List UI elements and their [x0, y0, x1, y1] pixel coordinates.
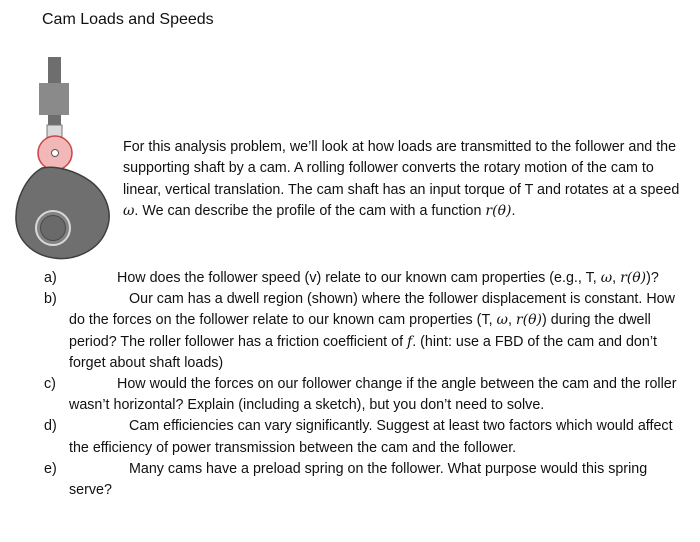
question-c: c) How would the forces on our follower change if the angle between the cam and the roller wasn’t horizontal? Explain (including a sketch), but you don’t need to solve.: [44, 376, 677, 414]
question-b: b) Our cam has a dwell region (shown) where the follower displacement is constant. How do the forces on the follower relate to our known cam properties (T, ω, r(θ)) during the dwell period? The roller follower has a friction coefficient of f. (hint: use a FBD of the cam and don’t forget about shaft loads): [44, 291, 675, 371]
follower-rod-upper: [48, 57, 61, 83]
follower-guide-block: [39, 83, 69, 115]
page-title: Cam Loads and Speeds: [42, 11, 214, 28]
question-d: d) Cam efficiencies can vary significantly. Suggest at least two factors which would affect the efficiency of power transmission between the cam and the follower.: [44, 418, 673, 456]
question-e: e) Many cams have a preload spring on the follower. What purpose would this spring serve?: [44, 460, 648, 499]
roller-pin: [52, 150, 59, 157]
question-d-label: d): [44, 418, 57, 435]
r-theta-function: r(θ): [485, 203, 512, 220]
question-b-label: b): [44, 291, 57, 308]
follower-rod-lower: [48, 115, 61, 125]
question-e-label: e): [44, 460, 57, 477]
question-c-label: c): [44, 376, 56, 393]
omega-symbol: ω: [123, 203, 135, 220]
question-a: a) How does the follower speed (v) relate to our known cam properties (e.g., T, ω, r(θ))?: [44, 268, 694, 289]
cam-and-roller-follower: [14, 55, 112, 265]
cam-shaft-inner: [41, 216, 66, 241]
intro-paragraph: For this analysis problem, we’ll look at how loads are transmitted to the follower and the supporting shaft by a cam. A rolling follower converts the rotary motion of the cam to linear, vertical translation. The cam shaft has an input torque of T and rotates at a speed ω. We can describe the profile of the cam with a function r(θ).: [123, 139, 680, 220]
question-a-label: a): [44, 270, 57, 286]
question-list: [44, 268, 694, 501]
